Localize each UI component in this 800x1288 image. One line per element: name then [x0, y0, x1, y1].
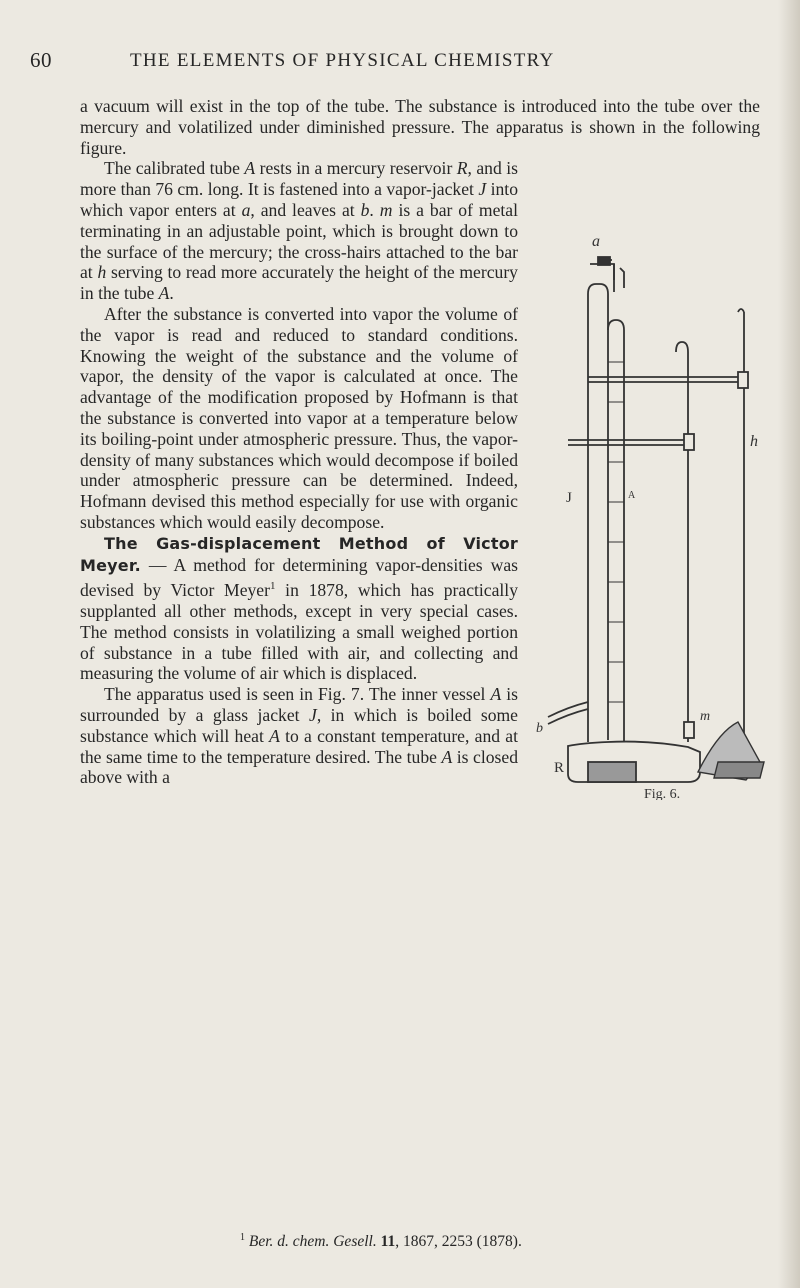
page-number: 60: [30, 48, 52, 72]
fig-label-A: A: [628, 490, 636, 502]
page-edge-shadow: [778, 0, 800, 1288]
fig-label-R: R: [554, 760, 565, 777]
hofmann-apparatus-diagram: [528, 202, 776, 800]
fig-label-h: h: [750, 433, 758, 451]
section-heading: The Gas-displacement Method of Victor Meyer.: [80, 533, 518, 575]
fig-label-b: b: [536, 721, 543, 737]
footnote-journal: Ber. d. chem. Gesell.: [248, 1233, 377, 1251]
footnote-volume: 11: [380, 1233, 396, 1251]
paragraph-4: The Gas-displacement Method of Victor Meyer. — A method for determining vapor-densities was devised by Victor Meyer$^1$ in 1878, which has practically supplanted all other methods, except in very special cases. The method consists in volatilizing a small weighed portion of substance in a tube filled with air, and collecting and measuring the volume of air which is displaced.: [80, 533, 518, 684]
fig-label-a: a: [592, 233, 600, 251]
paragraph-3: After the substance is converted into vapor the volume of the vapor is read and reduced to standard conditions. Knowing the weight of the substance and the volume of vapor, the density of the vapor is calculated at once. The advantage of the modification proposed by Hofmann is that the substance is converted into vapor at a temperature below its boiling-point under atmospheric pressure. Thus, the vapor-density of many substances which would decompose if boiled under atmospheric pressure can be determined. Indeed, Hofmann devised this method especially for use with organic substances which would easily decompose.: [80, 303, 518, 532]
footnote-ref: 1: [269, 580, 276, 593]
page-header: [0, 48, 800, 78]
fig-label-J: J: [566, 490, 572, 507]
figure-6: [528, 202, 776, 800]
paragraph-2: The calibrated tube A rests in a mercury reservoir R, and is more than 76 cm. long. It is fastened into a vapor-jacket J into which vapor enters at a, and leaves at b. m is a bar of metal terminating in an adjustable point, which is brought down to the surface of the mercury; the cross-hairs attached to the bar at h serving to read more accurately the height of the mercury in the tube A.: [80, 158, 518, 304]
fig-label-m: m: [700, 709, 711, 725]
paragraph-5: The apparatus used is seen in Fig. 7. The inner vessel A is surrounded by a glass jacket J, in which is boiled some substance which will heat A to a constant temperature, and at the same time to the temperature desired. The tube A is closed above with a: [80, 684, 519, 788]
paragraph-1: a vacuum will exist in the top of the tube. The substance is introduced into the tube over the mercury and volatilized under diminished pressure. The apparatus is shown in the following figure.: [80, 96, 760, 158]
footnote: $^1$ Ber. d. chem. Gesell. 11, 1867, 2253 (1878).: [240, 1232, 522, 1251]
body-text: [80, 96, 760, 800]
running-head: THE ELEMENTS OF PHYSICAL CHEMISTRY: [130, 50, 555, 71]
figure-caption: Fig. 6.: [644, 787, 681, 801]
